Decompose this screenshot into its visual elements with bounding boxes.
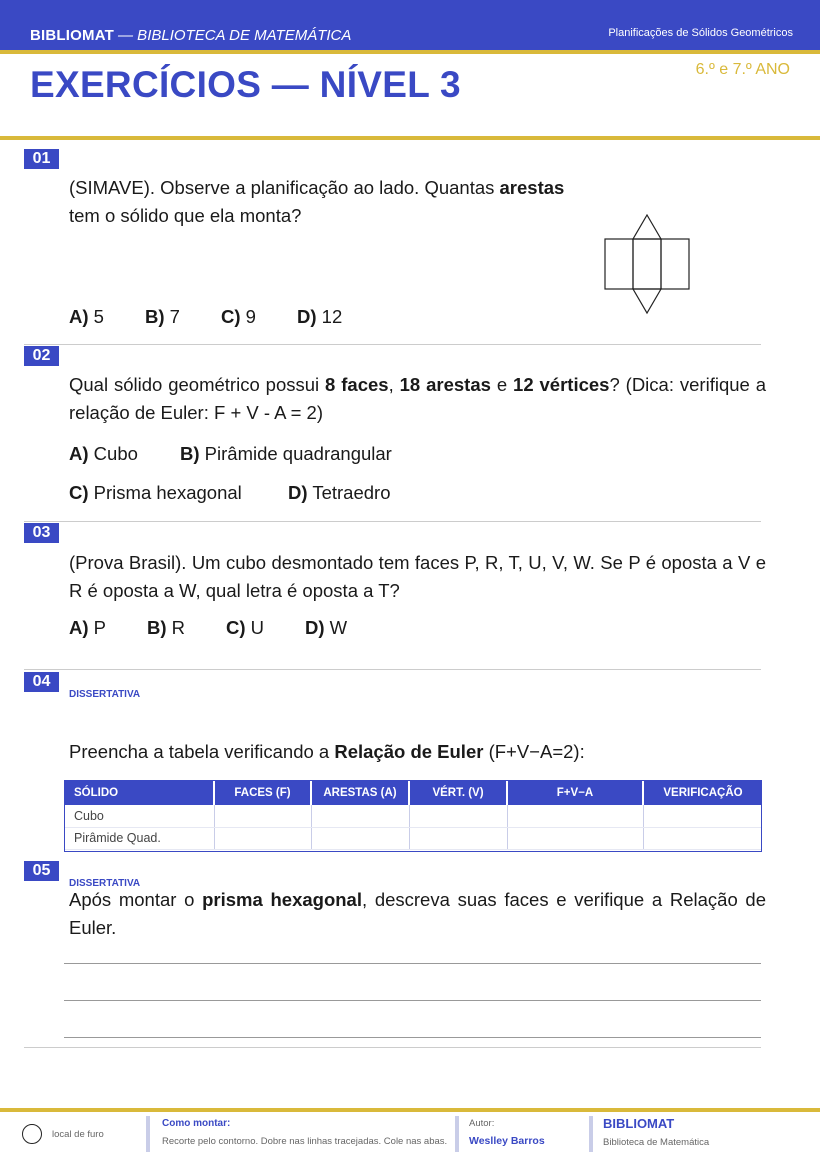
- answer-cell[interactable]: [507, 805, 643, 827]
- answer-line[interactable]: [64, 1000, 761, 1001]
- header-bar: [0, 0, 820, 50]
- column-header-faces: FACES (F): [214, 780, 311, 805]
- table-row: [64, 805, 762, 827]
- q2-option-c[interactable]: C) Prisma hexagonal: [69, 482, 242, 503]
- brand-name: BIBLIOMAT: [30, 27, 115, 44]
- header-accent-rule: [0, 50, 820, 54]
- footer-divider: [146, 1116, 150, 1152]
- q3-option-a[interactable]: A) P: [69, 617, 107, 638]
- answer-cell[interactable]: [643, 805, 762, 827]
- answer-line[interactable]: [64, 963, 761, 964]
- question-4-text: Preencha a tabela verificando a Relação de Euler (F+V−A=2):: [69, 741, 585, 762]
- q1-text-a: (SIMAVE). Observe a planificação ao lado. Quantas: [69, 177, 500, 198]
- question-number-3: 03: [24, 523, 59, 543]
- question-5-type-tag: DISSERTATIVA: [69, 878, 141, 889]
- q2-option-a[interactable]: A) Cubo: [69, 443, 138, 464]
- question-2-text: Qual sólido geométrico possui 8 faces, 18 arestas e 12 vértices? (Dica: verifique a relação de Euler: F + V - A = 2): [69, 374, 767, 423]
- euler-table: [64, 780, 762, 850]
- q2-option-b[interactable]: B) Pirâmide quadrangular: [180, 443, 392, 464]
- page-title: EXERCÍCIOS — NÍVEL 3: [30, 64, 461, 105]
- column-header-edges: ARESTAS (A): [311, 780, 409, 805]
- table-row: [64, 827, 762, 849]
- separator: [24, 1047, 761, 1048]
- question-4-type-tag: DISSERTATIVA: [69, 689, 141, 700]
- footer-accent-rule: [0, 1108, 820, 1112]
- question-3-options: [69, 617, 347, 639]
- column-header-vertices: VÉRT. (V): [409, 780, 507, 805]
- answer-cell[interactable]: [643, 827, 762, 849]
- q1-option-b[interactable]: B) 7: [145, 306, 180, 327]
- footer-divider: [455, 1116, 459, 1152]
- footer-brand-subtitle: Biblioteca de Matemática: [603, 1137, 710, 1148]
- q1-option-a[interactable]: A) 5: [69, 306, 104, 327]
- q1-option-d[interactable]: D) 12: [297, 306, 343, 327]
- q3-option-b[interactable]: B) R: [147, 617, 186, 638]
- answer-cell[interactable]: [214, 827, 311, 849]
- question-number-1: 01: [24, 149, 59, 169]
- brand-subtitle: — BIBLIOTECA DE MATEMÁTICA: [118, 27, 352, 44]
- q3-option-d[interactable]: D) W: [305, 617, 348, 638]
- grade-label: 6.º e 7.º ANO: [695, 61, 790, 78]
- row-label-cube: Cubo: [64, 805, 214, 827]
- question-1-options: [69, 306, 342, 328]
- hole-label: local de furo: [52, 1129, 104, 1140]
- subject-label: Planificações de Sólidos Geométricos: [608, 27, 793, 39]
- q1-option-c[interactable]: C) 9: [221, 306, 256, 327]
- q1-text-c: tem o sólido que ela monta?: [69, 205, 302, 226]
- answer-line[interactable]: [64, 1037, 761, 1038]
- q1-text-bold: arestas: [499, 177, 565, 198]
- answer-cell[interactable]: [409, 805, 507, 827]
- answer-cell[interactable]: [311, 805, 409, 827]
- column-header-euler: F+V−A: [507, 780, 643, 805]
- separator: [24, 344, 761, 345]
- separator: [24, 669, 761, 670]
- question-2-options-row-1: [69, 443, 392, 465]
- q2-option-d[interactable]: D) Tetraedro: [288, 482, 391, 503]
- assembly-title: Como montar:: [162, 1118, 231, 1129]
- assembly-instructions: Recorte pelo contorno. Dobre nas linhas tracejadas. Cole nas abas.: [162, 1136, 448, 1147]
- punch-hole-icon: [22, 1124, 42, 1144]
- question-number-5: 05: [24, 861, 59, 881]
- answer-cell[interactable]: [311, 827, 409, 849]
- column-header-solid: SÓLIDO: [64, 780, 214, 805]
- title-rule: [0, 136, 820, 140]
- author-label: Autor:: [469, 1118, 495, 1129]
- footer-brand: BIBLIOMAT: [603, 1116, 675, 1131]
- question-1-text: [69, 174, 599, 230]
- separator: [24, 521, 761, 522]
- q3-option-c[interactable]: C) U: [226, 617, 265, 638]
- question-number-2: 02: [24, 346, 59, 366]
- answer-cell[interactable]: [507, 827, 643, 849]
- question-3-text: (Prova Brasil). Um cubo desmontado tem faces P, R, T, U, V, W. Se P é oposta a V e R é oposta a W, qual letra é oposta a T?: [69, 552, 766, 601]
- question-2-options-row-2: [69, 482, 391, 504]
- question-5-text: Após montar o prisma hexagonal, descreva suas faces e verifique a Relação de Euler.: [69, 889, 766, 938]
- column-header-check: VERIFICAÇÃO: [643, 780, 762, 805]
- answer-cell[interactable]: [214, 805, 311, 827]
- answer-cell[interactable]: [409, 827, 507, 849]
- triangular-prism-net-figure: [603, 214, 691, 316]
- brand: [30, 27, 351, 44]
- author-name: Weslley Barros: [469, 1135, 545, 1147]
- row-label-pyramid: Pirâmide Quad.: [64, 827, 214, 849]
- euler-table-header-row: [64, 780, 762, 805]
- footer-divider: [589, 1116, 593, 1152]
- question-number-4: 04: [24, 672, 59, 692]
